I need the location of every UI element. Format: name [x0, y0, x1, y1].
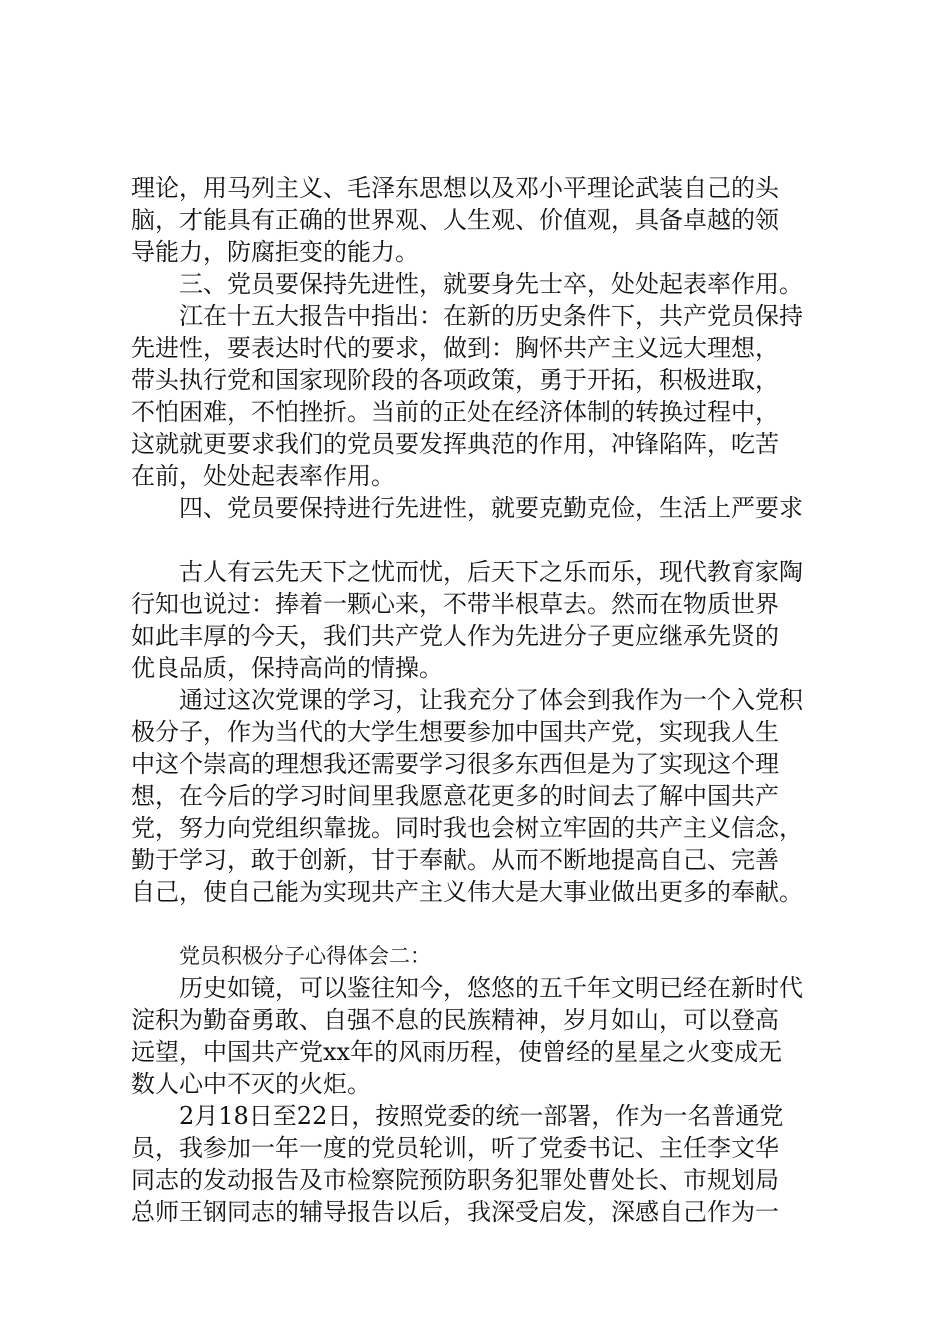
text-line: 2月18日至22日，按照党委的统一部署，作为一名普通党	[179, 1102, 784, 1130]
text-line: 党，努力向党组织靠拢。同时我也会树立牢固的共产主义信念，	[131, 814, 803, 842]
text-line: 远望，中国共产党xx年的风雨历程，使曾经的星星之火变成无	[131, 1038, 783, 1066]
text-line: 理论，用马列主义、毛泽东思想以及邓小平理论武装自己的头	[131, 174, 779, 202]
paragraph-history	[131, 972, 851, 1100]
text-line: 通过这次党课的学习，让我充分了体会到我作为一个入党积	[179, 686, 803, 714]
text-line: 如此丰厚的今天，我们共产党人作为先进分子更应继承先贤的	[131, 622, 779, 650]
text-line: 总师王钢同志的辅导报告以后，我深受启发，深感自己作为一	[131, 1198, 779, 1226]
section-title-part-two	[131, 940, 851, 972]
paragraph-ancients	[131, 556, 851, 684]
text-line: 中这个崇高的理想我还需要学习很多东西但是为了实现这个理	[131, 750, 779, 778]
text-line: 同志的发动报告及市检察院预防职务犯罪处曹处长、市规划局	[131, 1166, 779, 1194]
text-line: 行知也说过：捧着一颗心来，不带半根草去。然而在物质世界	[131, 590, 779, 618]
text-line: 在前，处处起表率作用。	[131, 462, 395, 490]
text-line: 江在十五大报告中指出：在新的历史条件下，共产党员保持	[179, 302, 803, 330]
text-line: 党员积极分子心得体会二：	[179, 944, 431, 968]
section-heading-three	[131, 268, 851, 300]
paragraph-training	[131, 1100, 851, 1228]
text-line: 带头执行党和国家现阶段的各项政策，勇于开拓，积极进取，	[131, 366, 779, 394]
text-line: 勤于学习，敢于创新，甘于奉献。从而不断地提高自己、完善	[131, 846, 779, 874]
text-line: 历史如镜，可以鉴往知今，悠悠的五千年文明已经在新时代	[179, 974, 803, 1002]
paragraph-party-course	[131, 684, 851, 908]
text-line: 优良品质，保持高尚的情操。	[131, 654, 443, 682]
text-line: 不怕困难，不怕挫折。当前的正处在经济体制的转换过程中，	[131, 398, 779, 426]
text-line: 先进性，要表达时代的要求，做到：胸怀共产主义远大理想，	[131, 334, 779, 362]
text-line: 数人心中不灭的火炬。	[131, 1070, 371, 1098]
blank-line	[131, 524, 851, 556]
text-line: 古人有云先天下之忧而忧，后天下之乐而乐，现代教育家陶	[179, 558, 803, 586]
text-line: 自己，使自己能为实现共产主义伟大是大事业做出更多的奉献。	[131, 878, 803, 906]
text-line: 脑，才能具有正确的世界观、人生观、价值观，具备卓越的领	[131, 206, 779, 234]
text-line: 这就就更要求我们的党员要发挥典范的作用，冲锋陷阵，吃苦	[131, 430, 779, 458]
text-line: 导能力，防腐拒变的能力。	[131, 238, 419, 266]
text-line: 想，在今后的学习时间里我愿意花更多的时间去了解中国共产	[131, 782, 779, 810]
text-line: 淀积为勤奋勇敢、自强不息的民族精神，岁月如山，可以登高	[131, 1006, 779, 1034]
paragraph-theory	[131, 172, 851, 268]
section-heading-four	[131, 492, 851, 524]
paragraph-fifteenth-congress	[131, 300, 851, 492]
text-line: 极分子，作为当代的大学生想要参加中国共产党，实现我人生	[131, 718, 779, 746]
text-line: 员，我参加一年一度的党员轮训，听了党委书记、主任李文华	[131, 1134, 779, 1162]
text-line: 四、党员要保持进行先进性，就要克勤克俭，生活上严要求	[179, 494, 803, 522]
text-line: 三、党员要保持先进性，就要身先士卒，处处起表率作用。	[179, 270, 803, 298]
blank-line	[131, 908, 851, 940]
document-page	[131, 172, 851, 1228]
